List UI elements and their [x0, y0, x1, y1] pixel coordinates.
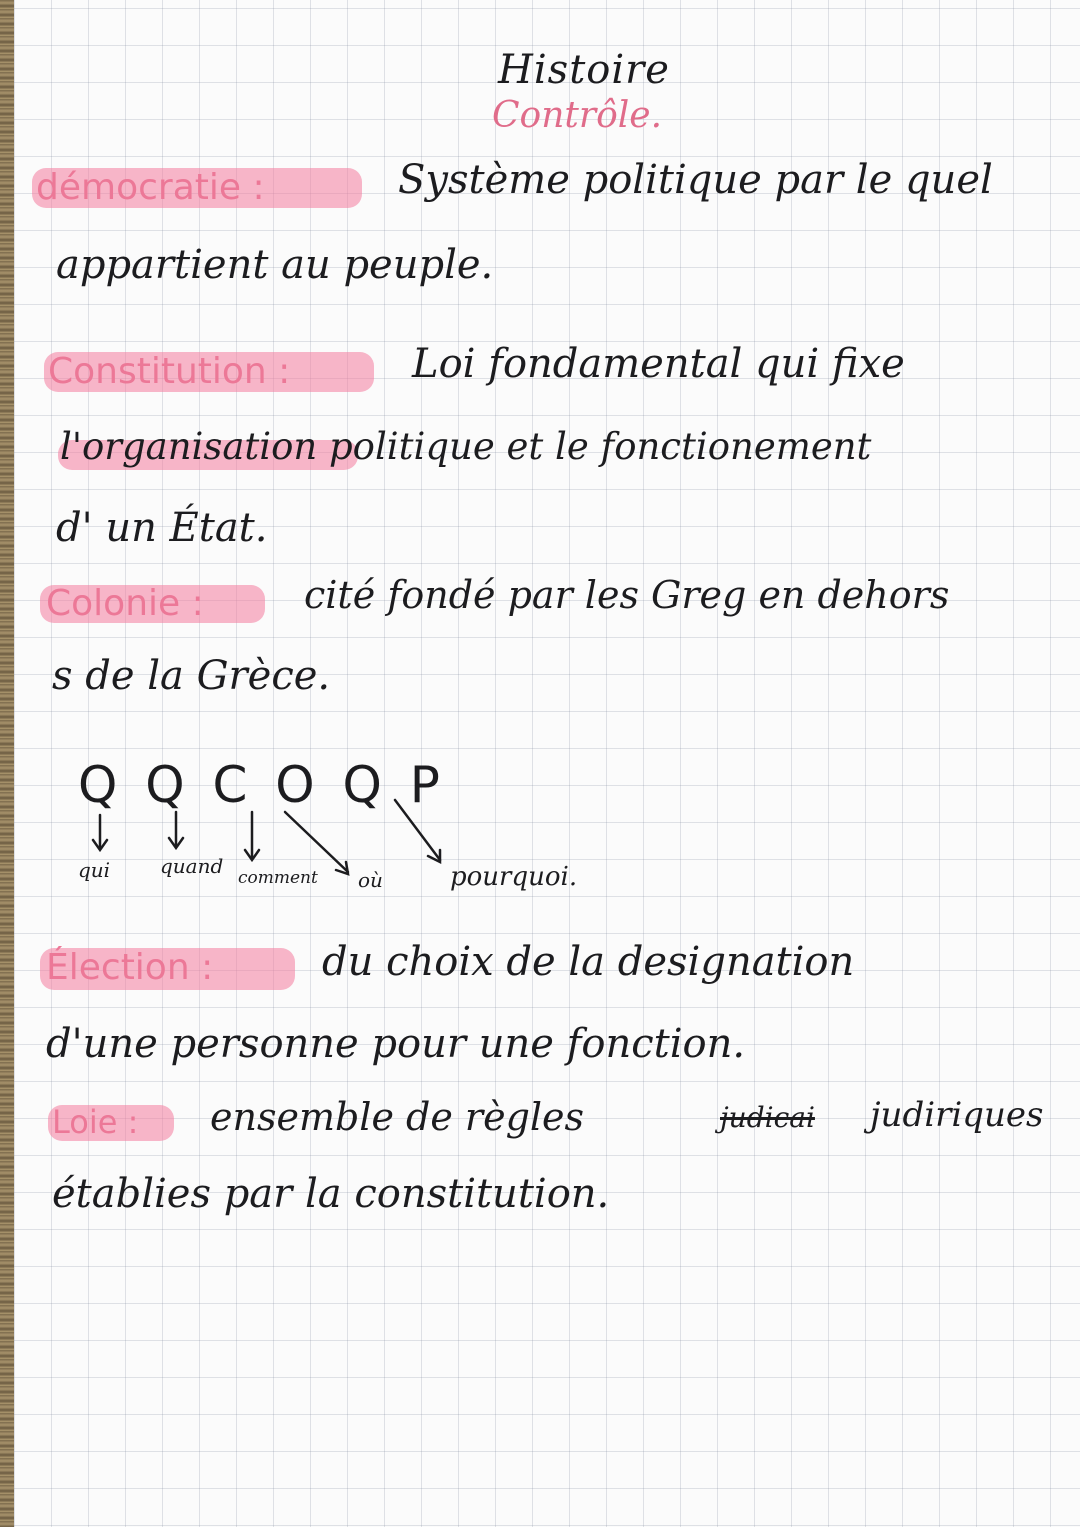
qqcoqp-word-quand: quand	[160, 854, 224, 878]
term-loie: Loie :	[52, 1103, 139, 1141]
qqcoqp-word-qui: qui	[78, 858, 111, 882]
qqcoqp-letters: Q Q C O Q P	[78, 756, 446, 814]
definition-constitution-line1: Loi fondamental qui fixe	[412, 341, 905, 387]
term-election: Élection :	[46, 947, 214, 988]
qqcoqp-word-ou: où	[358, 868, 383, 892]
definition-colonie-line2: s de la Grèce.	[52, 653, 331, 699]
page-title: Histoire	[498, 47, 670, 93]
definition-constitution-line2: l'organisation politique et le fonctionement	[60, 425, 872, 468]
definition-election-line2: d'une personne pour une fonction.	[46, 1021, 746, 1067]
qqcoqp-word-comment: comment	[238, 868, 318, 888]
definition-loie-line1-end: judiriques	[870, 1095, 1044, 1135]
term-colonie: Colonie :	[46, 583, 204, 624]
page-subtitle: Contrôle.	[492, 95, 663, 136]
definition-constitution-line3: d' un État.	[56, 505, 268, 551]
term-democratie: démocratie :	[36, 167, 265, 208]
definition-loie-line1: ensemble de règles	[210, 1095, 585, 1139]
term-constitution: Constitution :	[48, 351, 291, 392]
definition-colonie-line1: cité fondé par les Greg en dehors	[304, 573, 950, 617]
definition-loie-line2: établies par la constitution.	[52, 1171, 610, 1217]
definition-election-line1: du choix de la designation	[322, 939, 855, 985]
definition-democratie-line1: Système politique par le quel	[398, 157, 993, 203]
definition-democratie-line2: appartient au peuple.	[56, 242, 494, 288]
qqcoqp-word-pourquoi: pourquoi.	[450, 862, 578, 892]
definition-loie-struck: judicai	[720, 1101, 815, 1134]
